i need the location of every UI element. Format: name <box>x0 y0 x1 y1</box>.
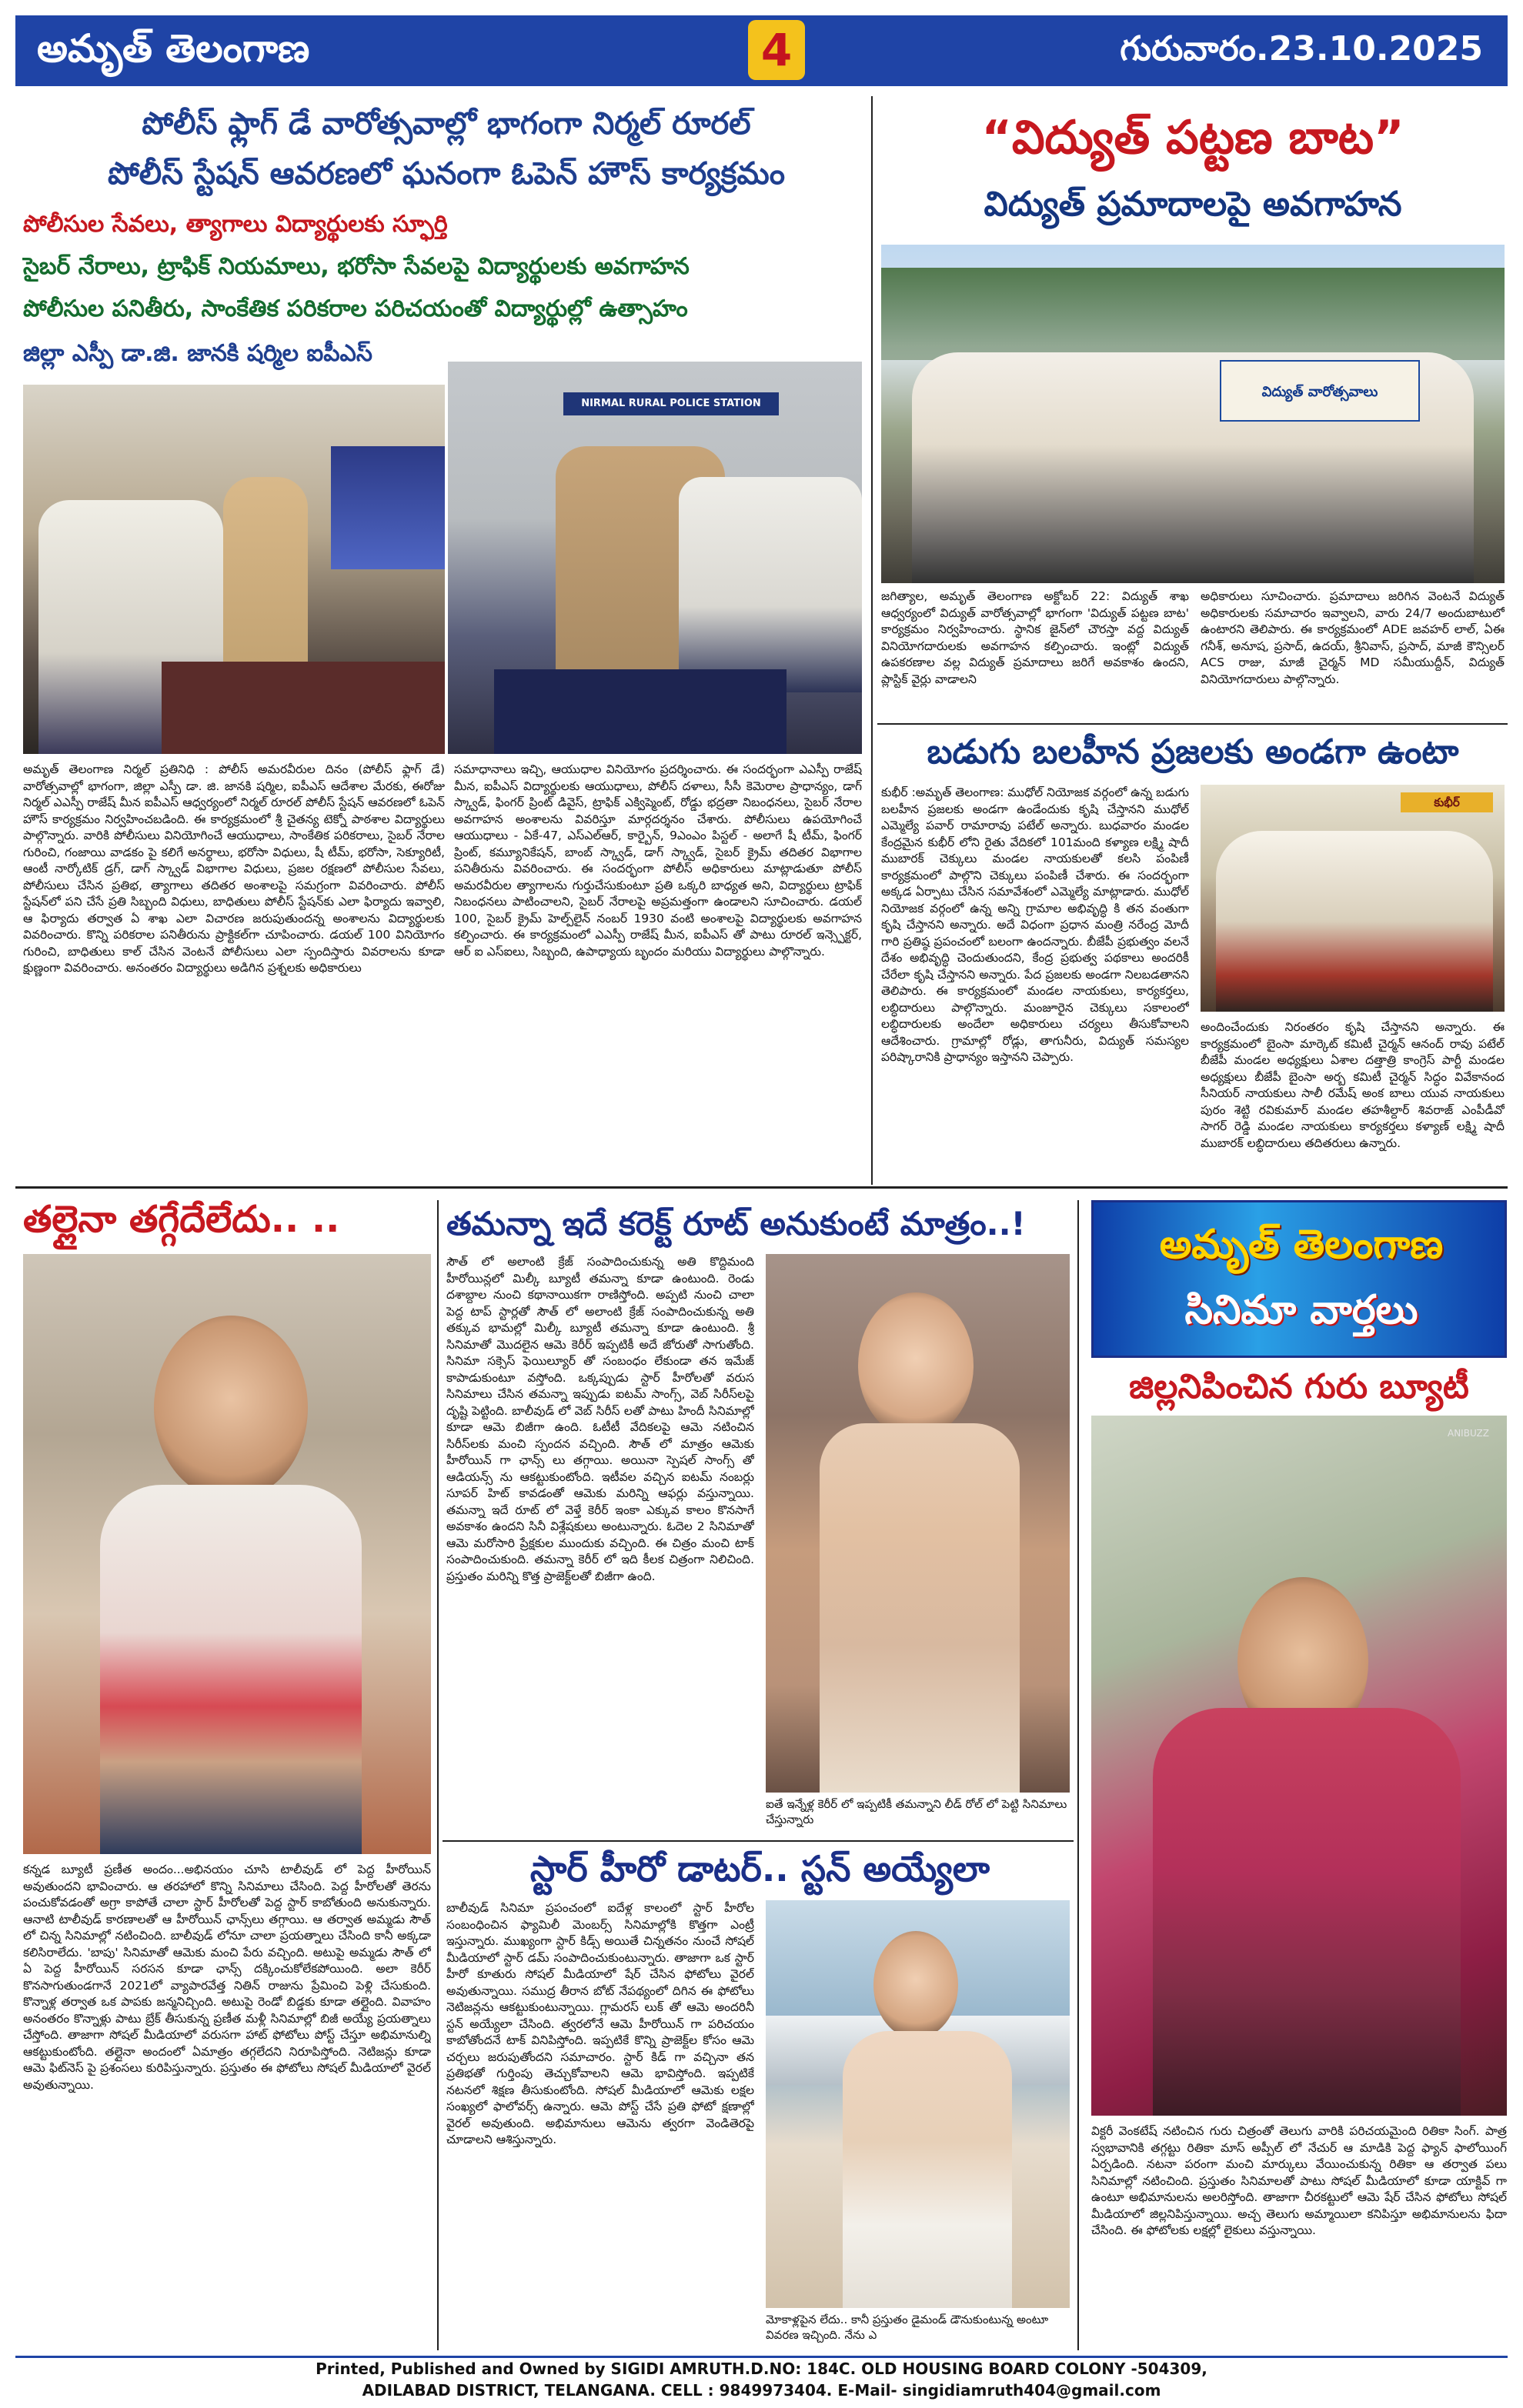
photo-banner-text: కుభీర్ <box>1401 792 1493 812</box>
police-subhead-3: పోలీసుల పనితీరు, సాంకేతిక పరికరాల పరిచయంతో విద్యార్థుల్లో ఉత్సాహం <box>23 295 688 322</box>
actress-middle-photo <box>766 1254 1070 1793</box>
photo-watermark: ANIBUZZ <box>1448 1428 1489 1439</box>
police-open-house-photo-1 <box>23 385 445 754</box>
police-open-house-photo-2 <box>448 362 862 754</box>
star-daughter-caption: మోకాళ్లపైన లేదు.. కానీ ప్రస్తుతం డైమండ్ డౌనుకుంటున్న అంటూ వివరణ ఇచ్చింది. నేను ఎ <box>766 2313 1049 2342</box>
saree-shape <box>1153 1708 1461 2116</box>
badugu-headline: బడుగు బలహీన ప్రజలకు అండగా ఉంటా <box>927 732 1459 772</box>
actress-left-photo <box>23 1254 431 1854</box>
portrait-head-shape <box>858 1292 974 1439</box>
masthead <box>15 15 1508 86</box>
cinema-banner <box>1091 1200 1507 1358</box>
portrait-head-shape <box>873 1931 958 2039</box>
students-row-shape <box>679 477 862 692</box>
police-subhead-1: పోలీసుల సేవలు, త్యాగాలు విద్యార్థులకు స్ఫూర్తి <box>23 211 448 238</box>
issue-date: గురువారం.23.10.2025 <box>1120 29 1483 68</box>
actress-middle-body: సౌత్ లో అలాంటి క్రేజ్ సంపాదించుకున్న అతి కొద్దిమంది హీరోయిన్లలో మిల్కీ బ్యూటీ తమన్నా కూడా ఉంటుంది. రెండు దశాబ్దాల నుంచి కథానాయికగా రాణిస్తోంది. అప్పటి నుంచి చాలా పెద్ద టాప్ స్టార్లతో సౌత్ లో అలాంటి క్రేజ్ సంపాదించుకున్న అతి తక్కువ భామల్లో మిల్కీ బ్యూటీ తమన్నా కూడా ఉంటుంది. శ్రీ సినిమాతో మొదలైన ఆమె కెరీర్ ఇప్పటికీ అదే జోరుతో సాగుతోంది. సినిమా సక్సెస్ ఫెయిల్యూర్ తో సంబంధం లేకుండా తన ఇమేజ్ కాపాడుకుంటూ వస్తోంది. ఒక్కప్పుడు స్టార్ హీరోలతో వరుస సినిమాలు చేసిన తమన్నా ఇప్పుడు ఐటమ్ సాంగ్స్, వెబ్ సిరీస్‌లపై దృష్టి పెట్టింది. బాలీవుడ్ లో వెబ్ సిరీస్ లతో పాటు హిందీ సినిమాల్లో కూడా ఆమె బిజీగా ఉంది. ఓటీటీ వేదికలపై ఆమె నటించిన సిరీస్‌లకు మంచి స్పందన వచ్చింది. సౌత్ లో మాత్రం ఆమెకు హీరోయిన్ గా ఛాన్స్ లు తగ్గాయి. అయినా స్పెషల్ సాంగ్స్ తో ఆడియన్స్ ను ఆకట్టుకుంటోంది. ఇటీవల వచ్చిన ఐటమ్ నంబర్లు సూపర్ హిట్ కావడంతో ఆమెకు మరిన్ని ఆఫర్లు వస్తున్నాయి. తమన్నా ఇదే రూట్ లో వెళ్తే కెరీర్ ఇంకా ఎక్కువ కాలం కొనసాగే అవకాశం ఉందని సినీ విశ్లేషకులు అంటున్నారు. ఓదెల 2 సినిమాతో ఆమె మరోసారి ప్రేక్షకుల ముందుకు వచ్చింది. ఈ చిత్రం మంచి టాక్ సంపాదించుకుంది. తమన్నా కెరీర్ లో ఇది కీలక చిత్రంగా నిలిచింది. ప్రస్తుతం మరిన్ని కొత్త ప్రాజెక్ట్‌లతో బిజీగా ఉంది. <box>446 1255 754 1583</box>
badugu-body-col2: అందించేందుకు నిరంతరం కృషి చేస్తానని అన్నారు. ఈ కార్యక్రమంలో బైంసా మార్కెట్ కమిటీ చైర్మన్ ఆనంద్ రావు పటేల్ బీజేపీ మండల అధ్యక్షులు ఏశాల దత్తాత్రి కాంగ్రెస్ పార్టీ మండల అధ్యక్షులు బీజేపీ బైంసా అర్బ కమిటీ చైర్మన్ సిద్ధం వివేకానంద సీనియర్ నాయకులు సాలీ రమేష్ అంక బాలు యువ నాయకులు పురం శెట్టి రవికుమార్ మండల తహశీల్దార్ శివరాజ్ ఎంపీడీవో సాగర్ రెడ్డి మండల నాయకులు కార్యకర్తలు కళ్యాణ్ లక్ష్మి షాదీ ముబారక్ లబ్ధిదారులు తదితరులు ఉన్నారు. <box>1201 1020 1505 1150</box>
star-daughter-photo <box>766 1900 1070 2308</box>
imprint-line-2: ADILABAD DISTRICT, TELANGANA. CELL : 9849973404. E-Mail- singidiamruth404@gmail.com <box>362 2381 1161 2400</box>
police-subhead-4: జిల్లా ఎస్పీ డా.జి. జానకి షర్మిల ఐపీఎస్ <box>23 340 372 367</box>
police-subhead-2: సైబర్ నేరాలు, ట్రాఫిక్ నియమాలు, భరోసా సేవలపై విద్యార్థులకు అవగాహన <box>23 253 690 280</box>
actress-middle-caption: ఐతే ఇన్నేళ్ల కెరీర్ లో ఇప్పటికీ తమన్నాని లీడ్ రోల్ లో పెట్టి సినిమాలు చేస్తున్నారు <box>766 1797 1067 1826</box>
cinema-body: విక్టరీ వెంకటేష్ నటించిన గురు చిత్రంతో తెలుగు వారికి పరిచయమైంది రితికా సింగ్. పాత్ర స్వభావానికి తగ్గట్టు రితికా మాస్ అప్పీల్ లో నేచుర్ ఆ మాడికి పెద్ద ఫ్యాన్ ఫాలోయింగ్ ఏర్పడింది. నటనా పరంగా మంచి మార్కులు వేయించుకున్న రితికా ఆ తర్వాత పలు సినిమాల్లో నటించింది. ప్రస్తుతం సినిమాలతో పాటు సోషల్ మీడియాలో కూడా యాక్టివ్ గా ఉంటూ అభిమానులను అలరిస్తోంది. తాజాగా చీరకట్టులో ఆమె షేర్ చేసిన ఫోటోలు సోషల్ మీడియాలో జిల్లనిపిస్తున్నాయి. అచ్చ తెలుగు అమ్మాయిలా కనిపిస్తూ అభిమానులను ఫిదా చేసింది. ఈ ఫోటోలకు లక్షల్లో లైకులు వస్తున్నాయి. <box>1091 2124 1507 2237</box>
display-table-shape <box>494 669 787 754</box>
police-headline-line1: పోలీస్ ఫ్లాగ్ డే వారోత్సవాల్లో భాగంగా నిర్మల్ రూరల్ <box>142 106 751 142</box>
cinema-headline: జిల్లనిపించిన గురు బ్యూటీ <box>1129 1367 1469 1406</box>
power-body-col2: అధికారులు సూచించారు. ప్రమాదాలు జరిగిన వెంటనే విద్యుత్ అధికారులకు సమాచారం ఇవ్వాలని, వారు 24/7 అందుబాటులో ఉంటారని తెలిపారు. ఈ కార్యక్రమంలో ADE జవహర్ లాల్, ఏఈ గనీశ్, అనూష, ప్రసాద్, ఉదయ్, శ్రీనివాస్, ప్రసాద్, మాజీ కౌన్సిలర్ ACS రాజు, మాజీ చైర్మన్ MD సమీయుద్దీన్, విద్యుత్ వినియోగదారులు పాల్గొన్నారు. <box>1201 589 1505 686</box>
power-rally-photo <box>881 245 1505 583</box>
middle-divider <box>443 1840 1074 1842</box>
column-divider-bottom-1 <box>437 1200 439 2350</box>
star-daughter-headline: స్టార్ హీరో డాటర్.. స్టన్ అయ్యేలా <box>529 1848 990 1889</box>
imprint-footer <box>15 2356 1508 2405</box>
banner-shape <box>331 446 445 569</box>
column-divider-top <box>871 96 873 1185</box>
cinema-saree-photo <box>1091 1416 1507 2116</box>
actress-middle-headline: తమన్నా ఇదే కరెక్ట్ రూట్ అనుకుంటే మాత్రం..! <box>446 1205 1026 1242</box>
actress-left-body: కన్నడ బ్యూటీ ప్రణీత అందం...అభినయం చూసి టాలీవుడ్ లో పెద్ద హీరోయిన్ అవుతుందని భావించారు. ఆ తరహాలో కొన్ని సినిమాలు చేసింది. పెద్ద హీరోలతో తెరను పంచుకోవడంతో అగ్రా కాపోతే చాలా స్టార్ హీరోలతో పెద్ద స్టార్ కాబోతుంది అనుకున్నారు. ఆనాటి టాలీవుడ్ కారణాలతో ఆ హీరోయిన్ ఛాన్స్‌లు తగ్గాయి. ఆ తర్వాత అమ్మడు సౌత్ లో చిన్న సినిమాల్లో నటించింది. బాలీవుడ్ లోనూ చాలా ప్రయత్నాలు చేసింది కానీ అక్కడా కలిసిరాలేదు. 'బాపు' సినిమాతో ఆమెకు మంచి పేరు వచ్చింది. అటుపై అమ్మడు సౌత్ లో ఏ పెద్ద హీరోయిన్ సరసన కూడా ఛాన్స్ దక్కించుకోలేకపోయింది. అలా కెరీర్ కొనసాగుతుండగానే 2021లో వ్యాపారవేత్త నితిన్ రాజును ప్రేమించి పెళ్లి చేసుకుంది. కొన్నాళ్ల తర్వాత ఒక పాపకు జన్మనిచ్చింది. అటుపై రెండో బిడ్డకు కూడా తల్లైంది. వివాహం అనంతరం కొన్నాళ్లు పాటు బ్రేక్ తీసుకున్న ప్రణీత మళ్లీ సినిమాల్లో బిజీ అయ్యే ప్రయత్నాలు చేస్తోంది. తాజాగా సోషల్ మీడియాలో వరుసగా హాట్ ఫోటోలు పోస్ట్ చేస్తూ అభిమానుల్ని ఆకట్టుకుంటోంది. తల్లైనా అందంలో ఏమాత్రం తగ్గలేదని నిరూపిస్తోంది. నెటిజన్లు కూడా ఆమె ఫిట్‌నెస్ పై ప్రశంసలు కురిపిస్తున్నారు. ప్రస్తుతం ఈ ఫోటోలు సోషల్ మీడియాలో వైరల్ అవుతున్నాయి. <box>23 1863 431 2092</box>
police-headline-line2: పోలీస్ స్టేషన్ ఆవరణలో ఘనంగా ఓపెన్ హౌస్ కార్యక్రమం <box>108 156 785 192</box>
badugu-body-col1: కుభీర్ :అమృత్ తెలంగాణ: ముధోల్ నియోజక వర్గంలో ఉన్న బడుగు బలహీన ప్రజలకు అండగా ఉండేందుకు కృషి చేస్తానని ముధోల్ ఎమ్మెల్యే పవార్ రామారావు పటేల్ అన్నారు. బుధవారం మండల కేంద్రమైన కుభీర్ లోని రైతు వేదికలో 101మంది కళ్యాణ లక్ష్మి షాదీ ముబారక్ చెక్కులు మండల నాయకులతో కలసి పంపిణీ కార్యక్రమంలో పాల్గొని చెక్కులు పంపిణీ చేశారు. ఈ సందర్భంగా అక్కడ ఏర్పాటు చేసిన సమావేశంలో ఎమ్మెల్యే మాట్లాడారు. ముధోల్ నియోజక వర్గంలో ఉన్న అన్ని గ్రామాల అభివృద్ధి కి తన వంతుగా కృషి చేస్తానని అన్నారు. అదే విధంగా ప్రధాన మంత్రి నరేంద్ర మోదీ గారి ప్రతిష్ఠ ప్రపంచంలో బలంగా ఉందన్నారు. బీజేపీ ప్రభుత్వం వలనే దేశం అభివృద్ధి చెందుతుందని, కేంద్ర ప్రభుత్వ పథకాలు అందరికీ చేరేలా కృషి చేస్తానని అన్నారు. పేద ప్రజలకు అండగా నిలబడతానని తెలిపారు. ఈ కార్యక్రమంలో మండల నాయకులు, కార్యకర్తలు, లబ్ధిదారులు పాల్గొన్నారు. మంజూరైన చెక్కులు సకాలంలో లబ్ధిదారులకు అందేలా అధికారులు చర్యలు తీసుకోవాలని ఆదేశించారు. గ్రామాల్లో రోడ్లు, తాగునీరు, విద్యుత్ సమస్యల పరిష్కారానికి ప్రాధాన్యం ఇస్తానని చెప్పారు. <box>881 785 1189 1064</box>
portrait-head-shape <box>154 1316 308 1500</box>
power-divider <box>877 723 1508 725</box>
police-body-col1: అమృత్ తెలంగాణ నిర్మల్ ప్రతినిధి : పోలీస్ అమరవీరుల దినం (పోలీస్ ఫ్లాగ్ డే) వారోత్సవాల్లో భాగంగా, జిల్లా ఎస్పీ డా. జి. జానకి షర్మిల, ఐపీఎస్ ఆదేశాల మేరకు, ఈరోజు నిర్మల్ ఎఎస్పీ రాజేష్ మీన ఐపీఎస్ ఆధ్వర్యంలో నిర్మల్ రూరల్ పోలీస్ స్టేషన్ ఆవరణలో ఓపెన్ హౌస్ కార్యక్రమం నిర్వహించబడింది. ఈ కార్యక్రమంలో శ్రీ చైతన్య టెక్నో పాఠశాల విద్యార్థులు పాల్గొన్నారు. వారికి పోలీసులు వినియోగించే ఆయుధాలు, సాంకేతిక పరికరాలు, సైబర్ నేరాల గురించి, గంజాయి వాడకం పై కలిగే అనర్థాలు, భరోసా విధులు, షీ టీమ్, భరోసా, సెక్యూరిటీ, ఆంటీ నార్కోటిక్ డ్రగ్, డాగ్ స్క్వాడ్ విభాగాల విధులు, ప్రజల రక్షణలో పోలీసుల సేవలు, పోలీసులు చేసిన ప్రతిభ, త్యాగాలు తదితర అంశాలపై సమగ్రంగా వివరించారు. పోలీస్ స్టేషన్‌లో పని చేసే ప్రతి సిబ్బంది విధులు, బాధితులు పోలీస్ స్టేషన్‌కు ఎలా ఫిర్యాదు ఇవ్వాలి, ఆ ఫిర్యాదు తర్వాత ఏ శాఖ ఎలా విచారణ జరుపుతుందన్న అంశాలను విద్యార్థులకు వివరించారు. కొన్ని పరికరాల పనితీరును ప్రాక్టికల్‌గా చూపించారు. డయల్ 100 వినియోగం గురించి, బాధితులు కాల్ చేసిన వెంటనే పోలీసులు ఎలా స్పందిస్తారు వివరాలను కూడా క్షుణ్ణంగా వివరించారు. అనంతరం విద్యార్థులు అడిగిన ప్రశ్నలకు అధికారులు <box>23 762 445 975</box>
cinema-banner-line1: అమృత్ తెలంగాణ <box>1159 1222 1444 1268</box>
rally-banner: విద్యుత్ వారోత్సవాలు <box>1220 360 1420 422</box>
top-bottom-divider <box>15 1186 1508 1189</box>
crowd-shape <box>1216 831 1493 1012</box>
actress-left-headline: తల్లైనా తగ్గేదేలేదు.. .. <box>23 1198 340 1241</box>
station-sign: NIRMAL RURAL POLICE STATION <box>563 392 779 415</box>
portrait-body-shape <box>820 1423 1020 1793</box>
power-headline: “విద్యుత్ పట్టణ బాట” <box>981 111 1404 165</box>
badugu-cheque-photo <box>1201 785 1505 1012</box>
star-daughter-body: బాలీవుడ్ సినిమా ప్రపంచంలో ఐదేళ్ల కాలంలో స్టార్ హీరోల సంబంధించిన ఫ్యామిలీ మెంబర్స్ సినిమాల్లోకి కొత్తగా ఎంట్రీ ఇస్తున్నారు. ముఖ్యంగా స్టార్ కిడ్స్ అయితే చిన్నతనం నుంచే సోషల్ మీడియాలో స్టార్ డమ్ సంపాదించుకుంటున్నారు. తాజాగా ఒక స్టార్ హీరో కూతురు సోషల్ మీడియాలో షేర్ చేసిన ఫోటోలు వైరల్ అవుతున్నాయి. సముద్ర తీరాన బోట్ నేపథ్యంలో దిగిన ఈ ఫోటోలు నెటిజన్లను ఆకట్టుకుంటున్నాయి. గ్లామరస్ లుక్ తో ఆమె అందరినీ స్టన్ అయ్యేలా చేసింది. త్వరలోనే ఆమె హీరోయిన్ గా పరిచయం కాబోతోందనే టాక్ వినిపిస్తోంది. ఇప్పటికే కొన్ని ప్రాజెక్ట్‌ల కోసం ఆమె చర్చలు జరుపుతోందని సమాచారం. స్టార్ కిడ్ గా వచ్చినా తన ప్రతిభతో గుర్తింపు తెచ్చుకోవాలని ఆమె భావిస్తోంది. ఇప్పటికే నటనలో శిక్షణ తీసుకుంటోంది. సోషల్ మీడియాలో ఆమెకు లక్షల సంఖ్యలో ఫాలోవర్స్ ఉన్నారు. ఆమె పోస్ట్ చేసే ప్రతి ఫోటో క్షణాల్లో వైరల్ అవుతుంది. అభిమానులు ఆమెను త్వరగా వెండితెరపై చూడాలని ఆశిస్తున్నారు. <box>446 1901 754 2146</box>
portrait-body-shape <box>100 1485 362 1854</box>
trees-shape <box>881 268 1505 360</box>
column-divider-bottom-2 <box>1077 1200 1079 2350</box>
page-number-badge: 4 <box>748 20 805 80</box>
table-weapons-shape <box>162 662 445 754</box>
imprint-line-1: Printed, Published and Owned by SIGIDI AMRUTH.D.NO: 184C. OLD HOUSING BOARD COLONY -504309, <box>316 2360 1207 2378</box>
paper-name: అమృత్ తెలంగాణ <box>37 26 310 71</box>
power-body-col1: జగిత్యాల, అమృత్ తెలంగాణ అక్టోబర్ 22: విద్యుత్ శాఖ ఆధ్వర్యంలో విద్యుత్ వారోత్సవాల్లో భాగంగా 'విద్యుత్ పట్టణ బాట' కార్యక్రమం నిర్వహించారు. స్థానిక జైన్‌లో చౌరస్తా వద్ద విద్యుత్ వినియోగదారులకు అవగాహన కల్పించారు. ఇంట్లో విద్యుత్ ఉపకరణాల వల్ల విద్యుత్ ప్రమాదాలు జరిగే అవకాశం ఉందని, ప్లాస్టిక్ వైర్లు వాడాలని <box>881 589 1189 686</box>
portrait-body-shape <box>843 2031 1012 2308</box>
police-body-col2: సమాధానాలు ఇచ్చి, ఆయుధాల వినియోగం ప్రదర్శించారు. ఈ సందర్భంగా ఎఎస్పీ రాజేష్ మీన, ఐపీఎస్ విద్యార్థులకు ఆయుధాలు, పోలీస్ దళాలు, సీసీ కెమెరాల ప్రాధాన్యం, డాగ్ స్క్వాడ్, ఫింగర్ ప్రింట్ డివైస్, ట్రాఫిక్ ఎక్విప్మెంట్, రోడ్డు భద్రతా నిబంధనలు, సైబర్ నేరాల అవగాహన అంశాలను వివరిస్తూ మార్గదర్శనం చేశారు. పోలీసులు ఉపయోగించే ఆయుధాలు - ఏకే-47, ఎస్ఎల్ఆర్, కార్బైన్, 9ఎంఎం పిస్టల్ - అలాగే షీ టీమ్, ఫింగర్ ప్రింట్, కమ్యూనికేషన్, బాంబ్ స్క్వాడ్, డాగ్ స్క్వాడ్, సైబర్ క్రైమ్ తదితర విభాగాల పనితీరును వివరించారు. ఈ సందర్భంగా పోలీస్ అధికారులు మాట్లాడుతూ పోలీస్ అమరవీరుల త్యాగాలను గుర్తుచేసుకుంటూ ప్రతి ఒక్కరి బాధ్యత అని, విద్యార్థులు ట్రాఫిక్ నిబంధనలు పాటించాలని, సైబర్ నేరాలపై అప్రమత్తంగా ఉండాలని సూచించారు. డయల్ 100, సైబర్ క్రైమ్ హెల్ప్‌లైన్ నంబర్ 1930 వంటి అంశాలపై విద్యార్థులకు అవగాహన కల్పించారు. ఈ కార్యక్రమంలో ఎఎస్పీ రాజేష్ మీన, ఐపీఎస్ తో పాటు రూరల్ ఇన్స్పెక్టర్, ఆర్ ఐ ఎస్ఐలు, సిబ్బంది, ఉపాధ్యాయ బృందం మరియు విద్యార్థులు పాల్గొన్నారు. <box>454 762 862 959</box>
cinema-banner-line2: సినిమా వార్తలు <box>1184 1287 1418 1333</box>
power-subhead: విద్యుత్ ప్రమాదాలపై అవగాహన <box>984 185 1402 224</box>
